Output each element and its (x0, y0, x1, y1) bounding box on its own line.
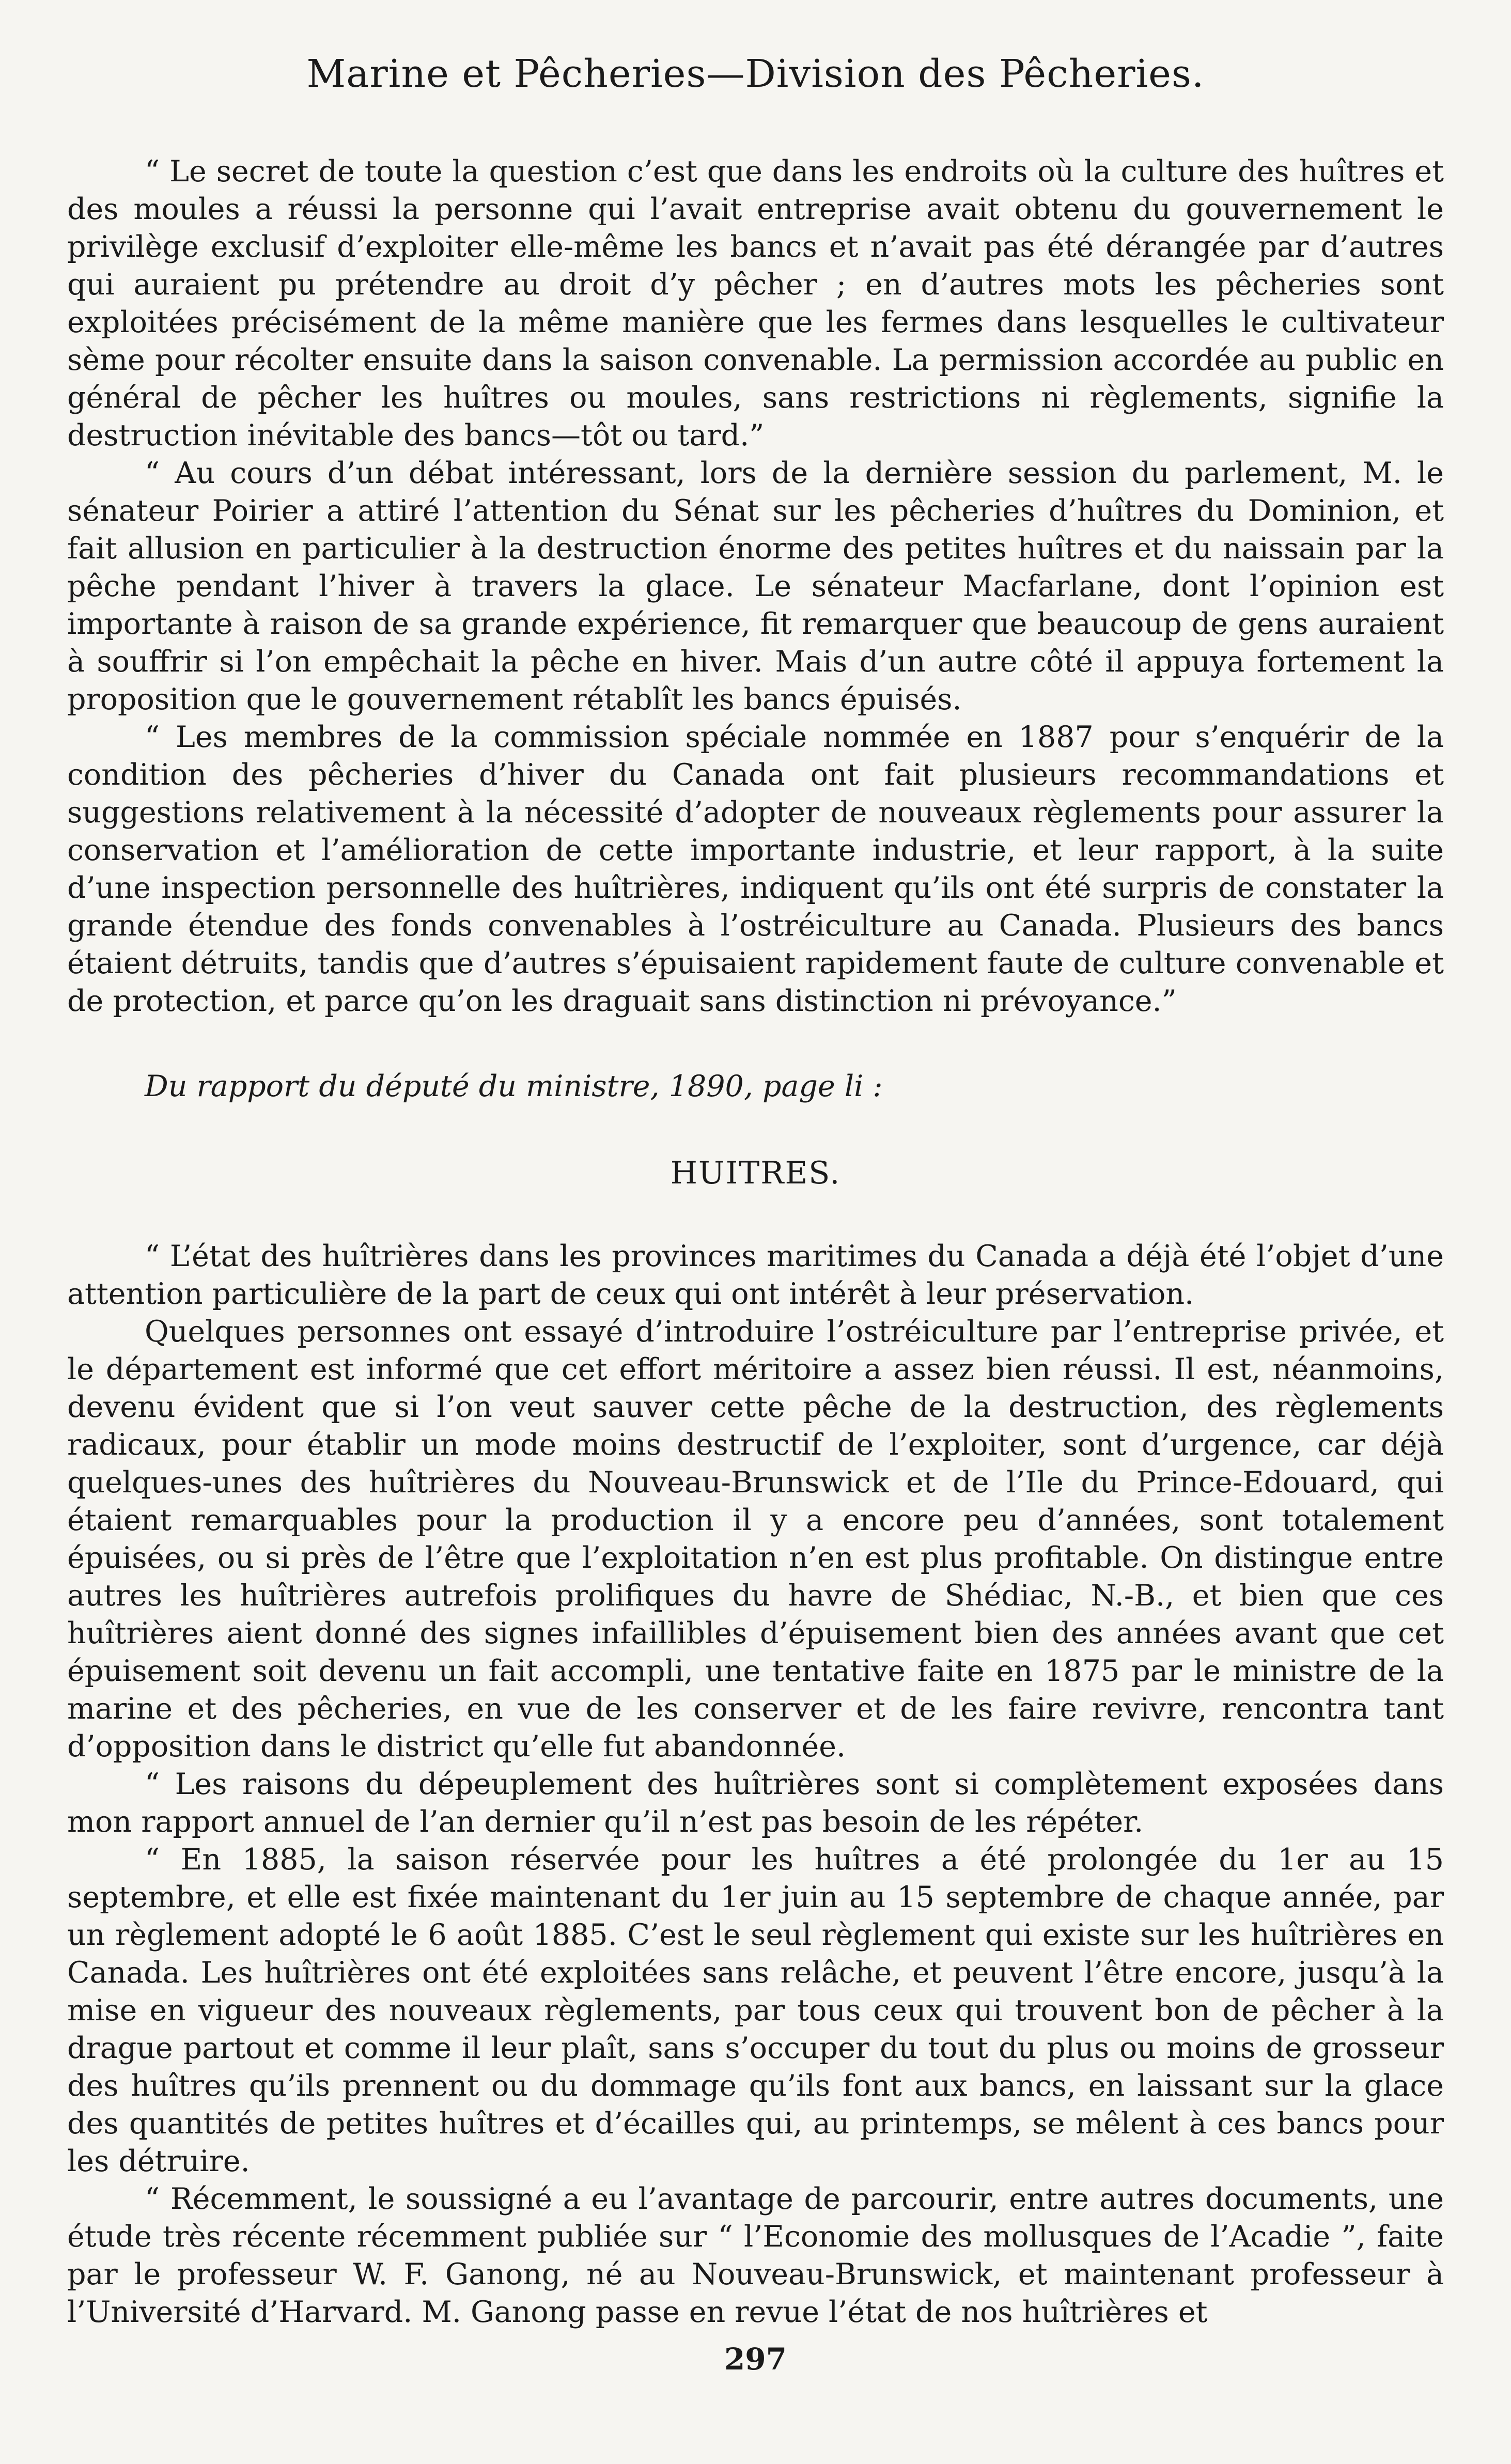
paragraph: “ Récemment, le soussigné a eu l’avantage de parcourir, entre autres documents, une étude très récente récemment publiée sur “ l’Economie des mollusques de l’Acadie ”, faite par le professeur W. F. Ganong, né au Nouveau-Brunswick, et maintenant professeur à l’Université d’Harvard. M. Ganong passe en revue l’état de nos huîtrières et (67, 2182, 1444, 2329)
paragraph: “ Les raisons du dépeuplement des huîtrières sont si complètement exposées dans mon rapport annuel de l’an dernier qu’il n’est pas besoin de les répéter. (67, 1767, 1444, 1839)
section-title: HUITRES. (670, 1155, 841, 1191)
page-number: 297 (724, 2342, 787, 2377)
paragraph: “ Les membres de la commission spéciale nommée en 1887 pour s’enquérir de la condition des pêcheries d’hiver du Canada ont fait plusieurs recommandations et suggestions relativement à la nécessité d’adopter de nouveaux règlements pour assurer la conservation et l’amélioration de cette importante industrie, et leur rapport, à la suite d’une inspection personnelle des huîtrières, indiquent qu’ils ont été surpris de constater la grande étendue des fonds convenables à l’ostréiculture au Canada. Plusieurs des bancs étaient détruits, tandis que d’autres s’épuisaient rapidement faute de culture convenable et de protection, et parce qu’on les draguait sans distinction ni prévoyance.” (67, 720, 1444, 1018)
paragraph: Quelques personnes ont essayé d’introduire l’ostréiculture par l’entreprise privée, et le département est informé que cet effort méritoire a assez bien réussi. Il est, néanmoins, devenu évident que si l’on veut sauver cette pêche de la destruction, des règlements radicaux, pour établir un mode moins destructif de l’exploiter, sont d’urgence, car déjà quelques-unes des huîtrières du Nouveau-Brunswick et de l’Ile du Prince-Edouard, qui étaient remarquables pour la production il y a encore peu d’années, sont totalement épuisées, ou si près de l’être que l’exploitation n’en est plus profitable. On distingue entre autres les huîtrières autrefois prolifiques du havre de Shédiac, N.-B., et bien que ces huîtrières aient donné des signes infaillibles d’épuisement bien des années avant que cet épuisement soit devenu un fait accompli, une tentative faite en 1875 par le ministre de la marine et des pêcheries, en vue de les conserver et de les faire revivre, rencontra tant d’opposition dans le district qu’elle fut abandonnée. (67, 1315, 1444, 1764)
paragraph: “ En 1885, la saison réservée pour les huîtres a été prolongée du 1er au 15 septembre, et elle est fixée maintenant du 1er juin au 15 septembre de chaque année, par un règlement adopté le 6 août 1885. C’est le seul règlement qui existe sur les huîtrières en Canada. Les huîtrières ont été exploitées sans relâche, et peuvent l’être encore, jusqu’à la mise en vigueur des nouveaux règlements, par tous ceux qui trouvent bon de pêcher à la drague partout et comme il leur plaît, sans s’occuper du tout du plus ou moins de grosseur des huîtres qu’ils prennent ou du dommage qu’ils font aux bancs, en laissant sur la glace des quantités de petites huîtres et d’écailles qui, au printemps, se mêlent à ces bancs pour les détruire. (67, 1843, 1444, 2178)
paragraph: “ L’état des huîtrières dans les provinces maritimes du Canada a déjà été l’objet d’une attention particulière de la part de ceux qui ont intérêt à leur préservation. (67, 1239, 1444, 1311)
source-citation: Du rapport du député du ministre, 1890, page li : (145, 1069, 883, 1103)
page-header: Marine et Pêcheries—Division des Pêcheries. (306, 52, 1205, 96)
paragraph: “ Le secret de toute la question c’est que dans les endroits où la culture des huîtres et des moules a réussi la personne qui l’avait entreprise avait obtenu du gouvernement le privilège exclusif d’exploiter elle-même les bancs et n’avait pas été dérangée par d’autres qui auraient pu prétendre au droit d’y pêcher ; en d’autres mots les pêcheries sont exploitées précisément de la même manière que les fermes dans lesquelles le cultivateur sème pour récolter ensuite dans la saison convenable. La permission accordée au public en général de pêcher les huîtres ou moules, sans restrictions ni règlements, signifie la destruction inévitable des bancs—tôt ou tard.” (67, 154, 1444, 453)
paragraph: “ Au cours d’un débat intéressant, lors de la dernière session du parlement, M. le sénateur Poirier a attiré l’attention du Sénat sur les pêcheries d’huîtres du Dominion, et fait allusion en particulier à la destruction énorme des petites huîtres et du naissain par la pêche pendant l’hiver à travers la glace. Le sénateur Macfarlane, dont l’opinion est importante à raison de sa grande expérience, fit remarquer que beaucoup de gens auraient à souffrir si l’on empêchait la pêche en hiver. Mais d’un autre côté il appuya fortement la proposition que le gouvernement rétablît les bancs épuisés. (67, 456, 1444, 716)
